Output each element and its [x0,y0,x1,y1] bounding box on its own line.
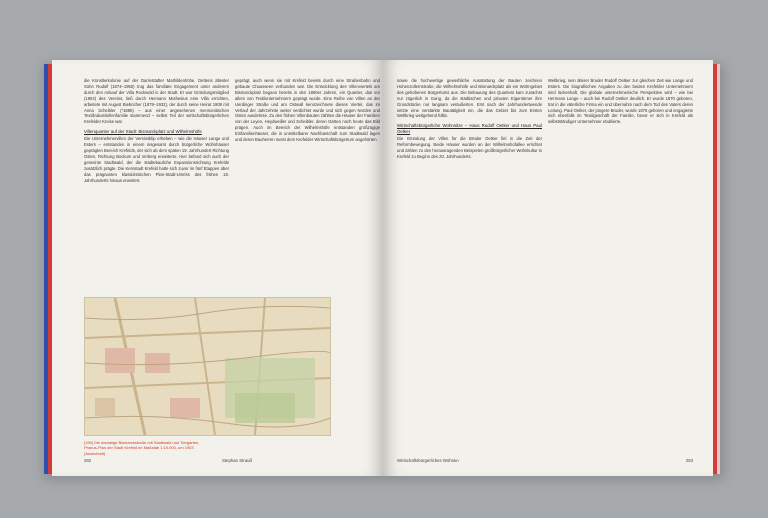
running-head-right: Wirtschaftsbürgerliches Wohnen [397,458,459,463]
page-edge-pale [717,64,720,474]
left-col2-body: geprägt, auch wenn sie mit Krefeld bereits durch eine Straßenbahn und gebaute Chausseen verbunden war. Die Entwicklung des Villenviertels am Bismarckplatz begann bereits in den 1860er Jahren, ein Quartier, das vor allem von Textilunternehmern geprägt wurde. Eine Reihe von Villen an der Uerdinger Straße und am Ostwall kennzeichnete dieses Viertel, das im Verlauf der Jahrzehnte weiter verdichtet wurde und sich gegen Norden und Osten ausdehnte. Zu den frühen Villenbauten zählten die Häuser der Familien von der Leyen, Heydweiller und Scheibler, deren Gärten noch heute das Bild prägen. Auch im Bereich der Wilhelmshöfe entstanden großzügige Einfamilienhäuser, die in unmittelbarer Nachbarschaft zum Stadtwald lagen und deren Bauherren meist dem Krefelder Wirtschaftsbürgertum angehörten. [235,78,380,143]
left-col1-intro: die Künstlerkolonie auf der Darmstädter Mathildenhöhe. Dettens ältester Sohn Rudolf (1874–1950) trug das familiäre Engagement unter anderem durch den Ankauf der Villa Rockwold in der Stadt. Er war Gründungsmitglied (1904) des Vereins, ließ durch Hermann Muthesius eine Villa errichten, arbeitete mit August Biebricher (1878–1932), der durch seine Heirat 1908 mit Anna Scheibler (*1885) – aus einer angesehenen mennonitischen Textilindustriellenfamilie stammend – selbst Teil der wirtschaftsbürgerlichen Krefelder Kreise war. [84,78,229,125]
right-column-1 [397,78,542,162]
right-col1-body: sowie die hochwertige gewerbliche Ausstattung der Bauten zeichnen Hohenzollernstraße, die Wilhelmshöfe und Bismarckplatz als ein Wohngebiet des gehobenen Bürgertums aus. Die Bebauung des Quartiers kam zunächst nur zögerlich in Gang, da die städtischen und privaten Eigentümer ihre Grundstücke nur langsam veräußerten. Erst nach der Jahrhundertwende setzte eine verstärkte Bautätigkeit ein, die das Gebiet bis zum Ersten Weltkrieg weitgehend füllte. [397,78,542,119]
page-number-right: 283 [685,458,693,463]
page-number-left: 282 [84,458,92,463]
map-caption: [199] Die damalige Bismarckstraße mit Stadtwald und Tiergarten, Pharus-Plan der Stadt Krefeld im Maßstab 1:10.000, um 1903 (Ausschnitt) [84,440,200,456]
left-column-1 [84,78,229,186]
left-col1-body: Die Unternehmervillen der Vereinsklip erheben – wie die Häuser Lange und Esters – entstanden in einem insgesamt durch bürgerliche Wohnhäuser geprägten Bereich Krefelds, der sich ab dem späten 19. Jahrhundert Richtung Osten, Richtung Bockum und Verberg erweiterte. Hier befand sich auch der gemeinte Stadtwald, der die städtebauliche Expansionsrichtung Krefelds zusätzlich prägte. Die Kernstadt Krefeld hatte sich zuvor im fünf Etappen über das prägnanten klassizistischen Plan-Stadt-Umriss des frühen 19. Jahrhunderts hinaus erweitert. [84,136,229,183]
historic-city-map [84,297,331,436]
running-head-left: Stephan Strauß [222,458,253,463]
left-page [52,60,383,476]
left-column-2 [235,78,380,145]
right-column-2 [548,78,693,127]
right-col2-body: Weltkrieg, sein älterer Bruder Rudolf Oetker zur gleichen Zeit wie Lange und Esters. Die biografischen Angaben zu den beiden Krefelder Unternehmern sind lückenhaft. Die globale unternehmerische Perspektive wird – wie bei Hermann Lange – auch bei Rudolf Oetker deutlich. Er wurde 1870 geboren, trat in die väterliche Firma ein und übernahm nach dem Tod des Vaters deren Leitung. Paul Oetker, der jüngere Bruder, wurde 1876 geboren und engagierte sich ebenfalls im Textilgeschäft der Familie, bevor er sich in Krefeld als selbstständiger Unternehmer etablierte. [548,78,693,125]
left-col1-heading: Villenquartier auf der Stadt: Bismarckplatz und Wilhelmshöfe [84,129,202,135]
right-col1-body2: Die Gründung der Villen für die Brüder Oetker fiel in die Zeit der Reformbewegung. Beide Häuser wurden an der Wilhelmshofallee errichtet und zählen zu den herausragenden Beispielen großbürgerlicher Wohnkultur in Krefeld zu Beginn des 20. Jahrhunderts. [397,136,542,160]
right-page [383,60,713,476]
right-col1-heading: Wirtschaftsbürgerliche Wohnsitze – Haus Rudolf Oetker und Haus Paul Oetker [397,123,542,135]
